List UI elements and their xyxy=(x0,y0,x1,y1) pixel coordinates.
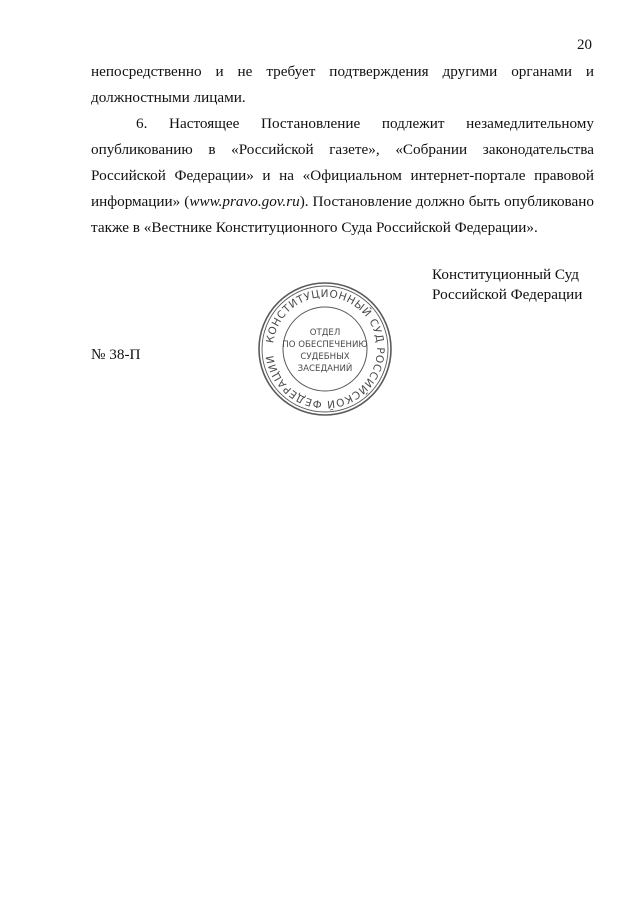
document-number: № 38-П xyxy=(91,346,141,363)
stamp-seal-graphic xyxy=(255,279,395,419)
signature-line-2: Российской Федерации xyxy=(432,286,583,303)
page-number: 20 xyxy=(577,37,592,53)
site-link: www.pravo.gov.ru xyxy=(189,193,300,210)
paragraph-text-before: Настоящее Постановление подлежит незамедлительному опубликованию в «Российской газете», «Собрании законодательства Российской Федерации» и на «Официальном интернет-портале правовой информации» ( xyxy=(91,115,594,210)
paragraph-number: 6. xyxy=(136,115,148,132)
stamp-center-line-1: ОТДЕЛ xyxy=(309,328,341,338)
paragraph-6 xyxy=(91,111,594,241)
stamp-center-line-4: ЗАСЕДАНИЙ xyxy=(297,364,353,374)
official-stamp xyxy=(255,279,395,419)
paragraph-text-after: ). Постановление должно быть опубликовано также в «Вестнике Конституционного Суда Российской Федерации». xyxy=(91,193,594,236)
paragraph-1: непосредственно и не требует подтверждения другими органами и должностными лицами. xyxy=(91,63,594,106)
signature-block xyxy=(432,265,582,305)
signature-line-1: Конституционный Суд xyxy=(432,266,579,283)
stamp-ring-text: КОНСТИТУЦИОННЫЙ СУД РОССИЙСКОЙ ФЕДЕРАЦИИ xyxy=(264,287,387,411)
stamp-center-line-2: ПО ОБЕСПЕЧЕНИЮ xyxy=(282,340,368,350)
stamp-center-line-3: СУДЕБНЫХ xyxy=(300,352,350,362)
